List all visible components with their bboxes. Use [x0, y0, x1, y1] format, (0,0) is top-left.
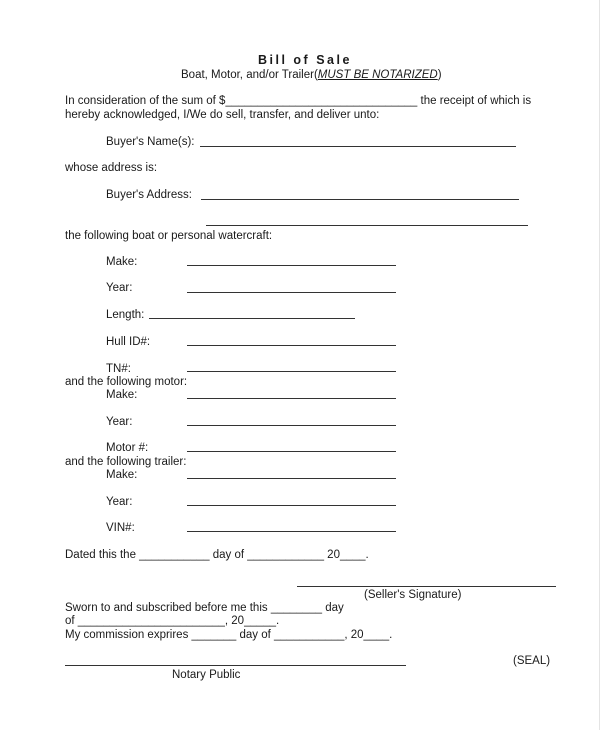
buyer-name-label: Buyer's Name(s): [106, 136, 195, 148]
trailer-make-label: Make: [106, 469, 138, 481]
boat-hull-field[interactable] [187, 345, 396, 346]
seller-signature-field[interactable] [297, 586, 556, 587]
boat-make-field[interactable] [187, 265, 396, 266]
motor-number-label: Motor #: [106, 442, 149, 454]
whose-address-label: whose address is: [65, 162, 158, 174]
motor-section-heading: and the following motor: [65, 376, 188, 388]
notary-public-label: Notary Public [172, 669, 241, 681]
buyer-address-label: Buyer's Address: [106, 189, 192, 201]
transfer-sentence: hereby acknowledged, I/We do sell, transfer, and deliver unto: [65, 109, 380, 121]
boat-length-label: Length: [106, 309, 145, 321]
motor-year-field[interactable] [187, 425, 396, 426]
trailer-make-field[interactable] [187, 478, 396, 479]
boat-length-field[interactable] [149, 318, 355, 319]
boat-tn-field[interactable] [187, 371, 396, 372]
buyer-name-field[interactable] [200, 146, 516, 147]
seal-label: (SEAL) [513, 655, 551, 667]
boat-section-heading: the following boat or personal watercraft: [65, 230, 273, 242]
consideration-sentence: In consideration of the sum of $______________________________ the receipt of which is [65, 95, 532, 107]
sworn-line[interactable]: Sworn to and subscribed before me this ________ day [65, 602, 344, 614]
notarized-notice: MUST BE NOTARIZED [317, 69, 438, 81]
motor-year-label: Year: [106, 416, 133, 428]
trailer-year-field[interactable] [187, 505, 396, 506]
notary-signature-field[interactable] [65, 665, 406, 666]
subtitle-suffix: ) [437, 69, 442, 81]
sworn-date-line[interactable]: of _______________________, 20_____. [65, 615, 280, 627]
motor-make-label: Make: [106, 389, 138, 401]
boat-make-label: Make: [106, 256, 138, 268]
motor-number-field[interactable] [187, 451, 396, 452]
dated-line[interactable]: Dated this the ___________ day of ____________ 20____. [65, 549, 369, 561]
boat-hull-label: Hull ID#: [106, 336, 151, 348]
trailer-vin-label: VIN#: [106, 522, 135, 534]
buyer-address-field-2[interactable] [206, 225, 528, 226]
boat-year-label: Year: [106, 282, 133, 294]
seller-signature-label: (Seller's Signature) [364, 589, 462, 601]
trailer-section-heading: and the following trailer: [65, 456, 187, 468]
motor-make-field[interactable] [187, 398, 396, 399]
buyer-address-field-1[interactable] [201, 199, 519, 200]
page-title: Bill of Sale [258, 53, 352, 67]
boat-year-field[interactable] [187, 292, 396, 293]
trailer-year-label: Year: [106, 496, 133, 508]
commission-line[interactable]: My commission exprires _______ day of ___________, 20____. [65, 629, 393, 641]
boat-tn-label: TN#: [106, 363, 131, 375]
page-subtitle [181, 68, 442, 82]
trailer-vin-field[interactable] [187, 531, 396, 532]
subtitle-prefix: Boat, Motor, and/or Trailer( [181, 69, 318, 81]
